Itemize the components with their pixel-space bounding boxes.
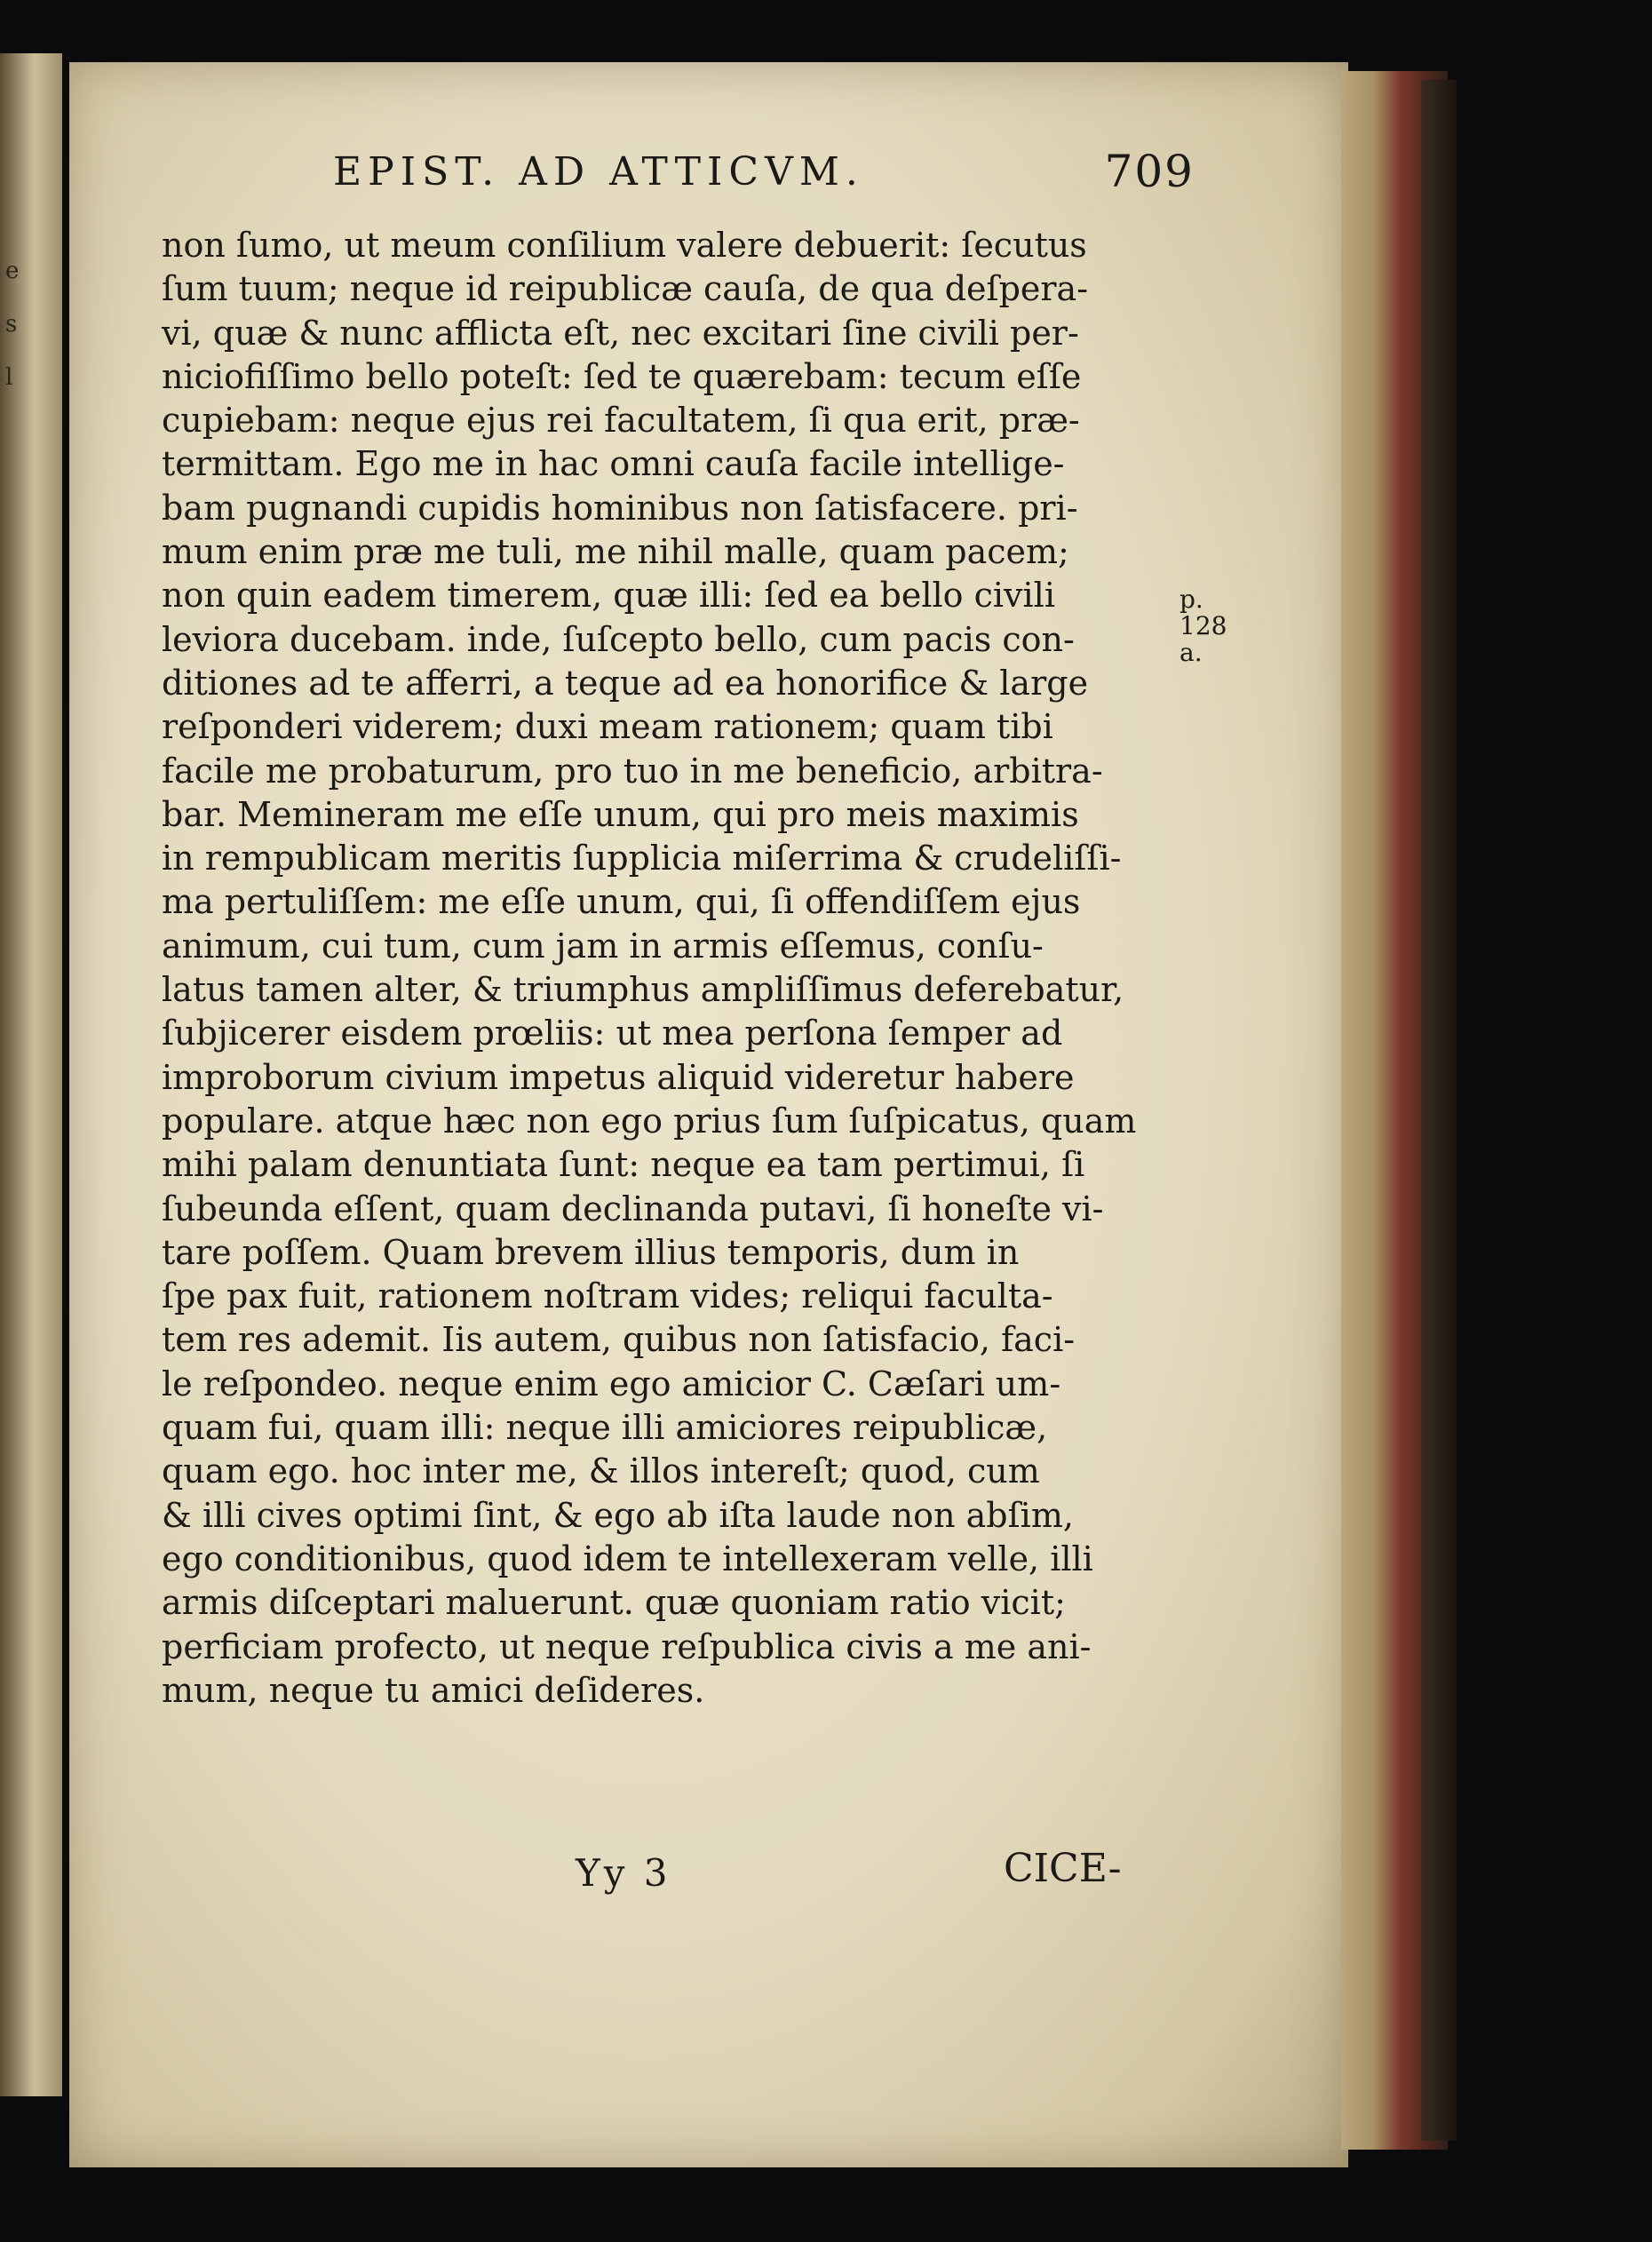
text-line: mum, neque tu amici deſideres. bbox=[162, 1670, 705, 1710]
text-line: tem res ademit. Iis autem, quibus non ſatisfacio, faci- bbox=[162, 1320, 1076, 1360]
text-line: animum, cui tum, cum jam in armis eſſemus, conſu- bbox=[162, 926, 1044, 966]
text-line: tare poſſem. Quam brevem illius temporis, dum in bbox=[162, 1232, 1020, 1272]
text-line: mum enim præ me tuli, me nihil malle, quam pacem; bbox=[162, 532, 1069, 572]
page-number: 709 bbox=[1104, 146, 1195, 197]
facing-page-letter: e bbox=[5, 258, 20, 284]
text-line: non ſumo, ut meum conſilium valere debuerit: ſecutus bbox=[162, 226, 1087, 265]
facing-page-letter: s bbox=[5, 311, 18, 338]
text-line: ſum tuum; neque id reipublicæ cauſa, de qua deſpera- bbox=[162, 269, 1089, 309]
text-line: le reſpondeo. neque enim ego amicior C. Cæſari um- bbox=[162, 1363, 1061, 1403]
text-line: ma pertuliſſem: me eſſe unum, qui, ſi offendiſſem ejus bbox=[162, 882, 1081, 922]
body-text bbox=[162, 224, 1174, 1713]
text-line: ſubjicerer eisdem prœliis: ut mea perſona ſemper ad bbox=[162, 1014, 1063, 1053]
margin-note-line: p. bbox=[1179, 584, 1203, 614]
running-head bbox=[262, 146, 1195, 203]
margin-note-line: a. bbox=[1179, 638, 1203, 667]
text-line: quam ego. hoc inter me, & illos intereſt; quod, cum bbox=[162, 1451, 1040, 1491]
text-line: quam fui, quam illi: neque illi amiciores reipublicæ, bbox=[162, 1408, 1048, 1448]
catchword: CICE- bbox=[1004, 1846, 1122, 1891]
text-line: bam pugnandi cupidis hominibus non ſatisfacere. pri- bbox=[162, 488, 1078, 528]
text-line: latus tamen alter, & triumphus ampliſſimus deferebatur, bbox=[162, 970, 1124, 1010]
running-head-title: EPIST. AD ATTICVM. bbox=[333, 149, 864, 195]
text-line: ſubeunda eſſent, quam declinanda putavi, ſi honeſte vi- bbox=[162, 1189, 1104, 1228]
text-line: niciofiſſimo bello poteſt: ſed te quærebam: tecum eſſe bbox=[162, 356, 1082, 396]
text-line: bar. Memineram me eſſe unum, qui pro meis maximis bbox=[162, 794, 1079, 834]
text-line: reſponderi viderem; duxi meam rationem; quam tibi bbox=[162, 707, 1053, 747]
margin-note-line: 128 bbox=[1179, 611, 1227, 640]
text-line: vi, quæ & nunc afflicta eſt, nec excitari ſine civili per- bbox=[162, 313, 1079, 353]
text-line: ſpe pax fuit, rationem noſtram vides; reliqui faculta- bbox=[162, 1276, 1053, 1316]
text-line: non quin eadem timerem, quæ illi: ſed ea bello civili bbox=[162, 576, 1055, 616]
text-line: cupiebam: neque ejus rei facultatem, ſi qua erit, præ- bbox=[162, 401, 1080, 441]
book-binding bbox=[1421, 80, 1457, 2141]
text-line: termittam. Ego me in hac omni cauſa facile intellige- bbox=[162, 444, 1065, 484]
text-line: in rempublicam meritis ſupplicia miſerrima & crudeliſſi- bbox=[162, 839, 1122, 879]
text-line: & illi cives optimi ſint, & ego ab iſta laude non abſim, bbox=[162, 1495, 1074, 1535]
text-line: improborum civium impetus aliquid videretur habere bbox=[162, 1057, 1075, 1097]
signature-mark: Yy 3 bbox=[576, 1851, 671, 1895]
text-line: facile me probaturum, pro tuo in me beneficio, arbitra- bbox=[162, 751, 1103, 791]
text-line: leviora ducebam. inde, ſuſcepto bello, cum pacis con- bbox=[162, 619, 1075, 659]
text-line: populare. atque hæc non ego prius ſum ſuſpicatus, quam bbox=[162, 1101, 1137, 1141]
text-line: mihi palam denuntiata ſunt: neque ea tam pertimui, ſi bbox=[162, 1145, 1085, 1185]
text-line: ego conditionibus, quod idem te intellexeram velle, illi bbox=[162, 1538, 1093, 1578]
facing-page-edge bbox=[0, 53, 62, 2096]
text-line: armis diſceptari maluerunt. quæ quoniam ratio vicit; bbox=[162, 1583, 1066, 1623]
text-line: perficiam profecto, ut neque reſpublica civis a me ani- bbox=[162, 1626, 1092, 1666]
marginal-reference bbox=[1179, 586, 1233, 666]
facing-page-letter: l bbox=[5, 364, 13, 391]
text-line: ditiones ad te afferri, a teque ad ea honorifice & large bbox=[162, 663, 1089, 703]
